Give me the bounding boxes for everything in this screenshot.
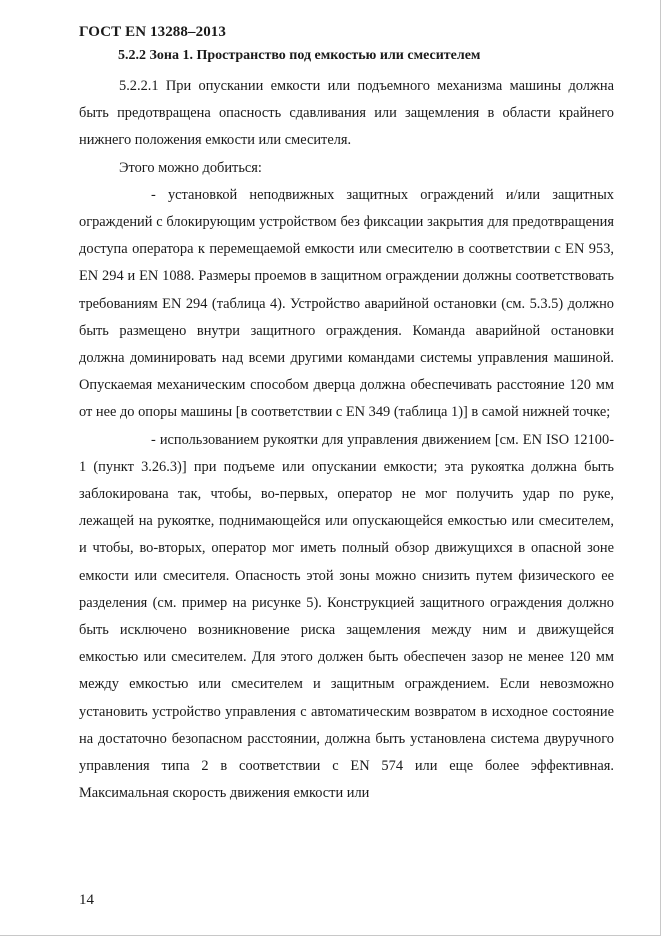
list-item-guards: - установкой неподвижных защитных ограждений и/или защитных ограждений с блокирующим устройством без фиксации закрытия для предотвращения доступа оператора к перемещаемой емкости или смесителю в соответствии с EN 953, EN 294 и EN 1088. Размеры проемов в защитном ограждении должны соответствовать требованиям EN 294 (таблица 4). Устройство аварийной остановки (см. 5.3.5) должно быть размещено внутри защитного ограждения. Команда аварийной остановки должна доминировать над всеми другими командами системы управления машиной. Опускаемая механическим способом дверца должна обеспечивать расстояние 120 мм от нее до опоры машины [в соответствии с EN 349 (таблица 1)] в самой нижней точке; xyxy=(79,186,614,421)
document-body xyxy=(79,73,614,807)
document-header-code: ГОСТ EN 13288–2013 xyxy=(79,24,226,40)
paragraph-intro-list: Этого можно добиться: xyxy=(119,159,262,176)
section-heading: 5.2.2 Зона 1. Пространство под емкостью или смесителем xyxy=(118,48,481,63)
page-number: 14 xyxy=(79,892,94,908)
paragraph-5-2-2-1: 5.2.2.1 При опускании емкости или подъемного механизма машины должна быть предотвращена опасность сдавливания или защемления в области крайнего нижнего положения емкости или смесителя. xyxy=(79,78,614,149)
list-item-control-handle: - использованием рукоятки для управления движением [см. EN ISO 12100-1 (пункт 3.26.3)] при подъеме или опускании емкости; эта рукоятка должна быть заблокирована так, чтобы, во-первых, оператор не мог получить удар по руке, лежащей на рукоятке, поднимающейся или опускающейся емкостью или смесителем, и чтобы, во-вторых, оператор мог иметь полный обзор движущихся в опасной зоне емкости или смесителя. Опасность этой зоны можно снизить путем физического ее разделения (см. пример на рисунке 5). Конструкцией защитного ограждения должно быть исключено возникновение риска защемления между ним и движущейся емкостью или смесителем. Для этого должен быть обеспечен зазор не менее 120 мм между емкостью или смесителем и защитным ограждением. Если невозможно установить устройство управления с автоматическим возвратом в исходное состояние на достаточно безопасном расстоянии, должна быть установлена система двуручного управления типа 2 в соответствии с EN 574 или еще более эффективная. Максимальная скорость движения емкости или xyxy=(79,431,614,802)
